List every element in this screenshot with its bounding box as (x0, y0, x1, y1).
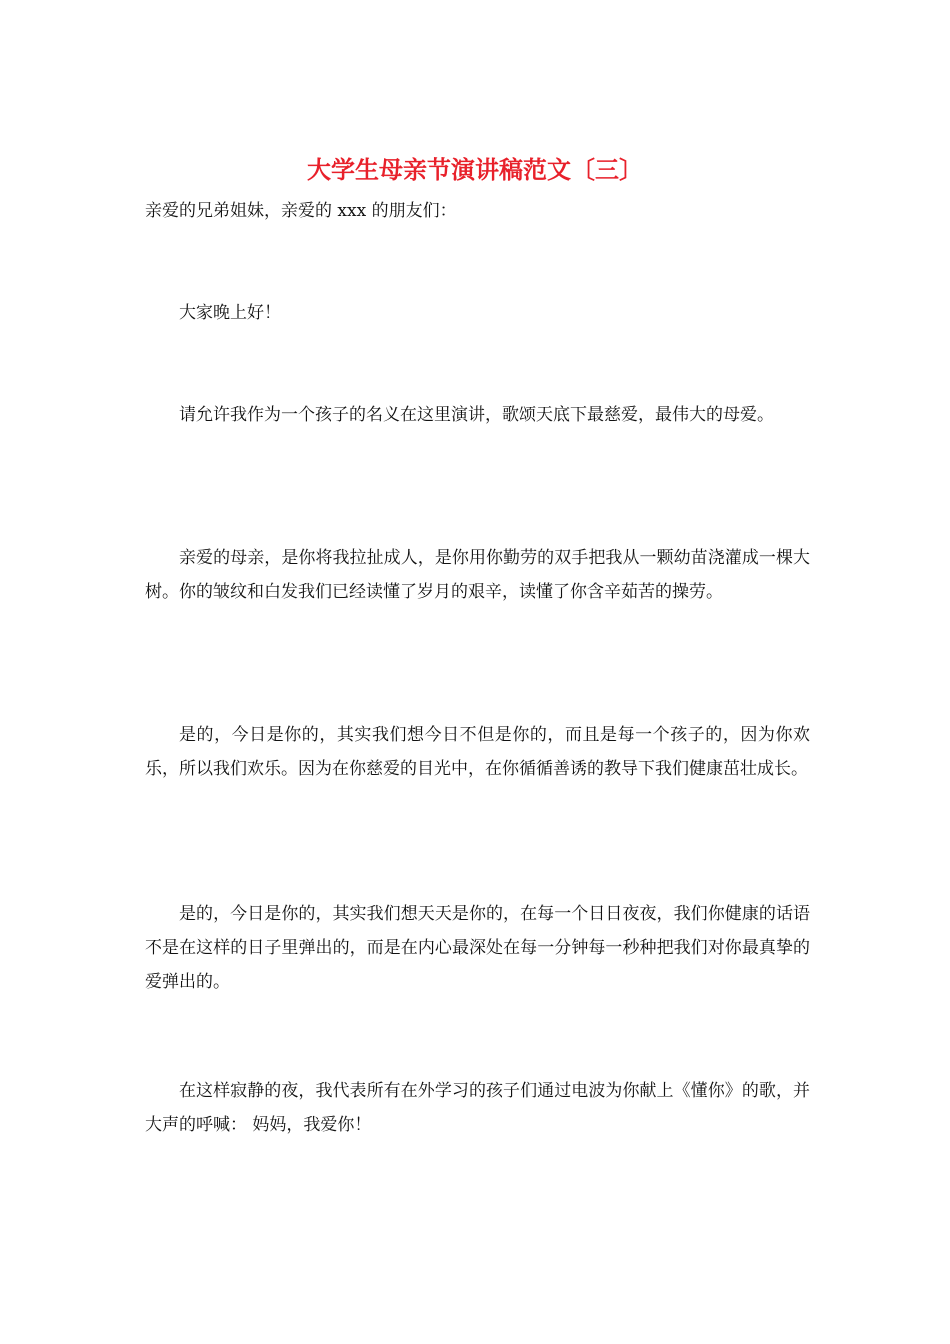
greeting-line: 亲爱的兄弟姐妹，亲爱的 xxx 的朋友们： (145, 201, 457, 221)
paragraph-6: 在这样寂静的夜，我代表所有在外学习的孩子们通过电波为你献上《懂你》的歌，并大声的呼喊： 妈妈，我爱你！ (145, 1081, 810, 1135)
paragraph-1: 大家晚上好！ (179, 303, 281, 323)
paragraph-3: 亲爱的母亲，是你将我拉扯成人，是你用你勤劳的双手把我从一颗幼苗浇灌成一棵大树。你的皱纹和白发我们已经读懂了岁月的艰辛，读懂了你含辛茹苦的操劳。 (145, 548, 810, 602)
paragraph-2: 请允许我作为一个孩子的名义在这里演讲，歌颂天底下最慈爱，最伟大的母爱。 (179, 405, 774, 425)
paragraph-5: 是的，今日是你的，其实我们想天天是你的，在每一个日日夜夜，我们你健康的话语不是在这样的日子里弹出的，而是在内心最深处在每一分钟每一秒种把我们对你最真挚的爱弹出的。 (145, 904, 810, 992)
paragraph-4: 是的，今日是你的，其实我们想今日不但是你的，而且是每一个孩子的，因为你欢乐，所以我们欢乐。因为在你慈爱的目光中，在你循循善诱的教导下我们健康茁壮成长。 (145, 725, 810, 779)
document-title: 大学生母亲节演讲稿范文〔三〕 (307, 155, 643, 184)
